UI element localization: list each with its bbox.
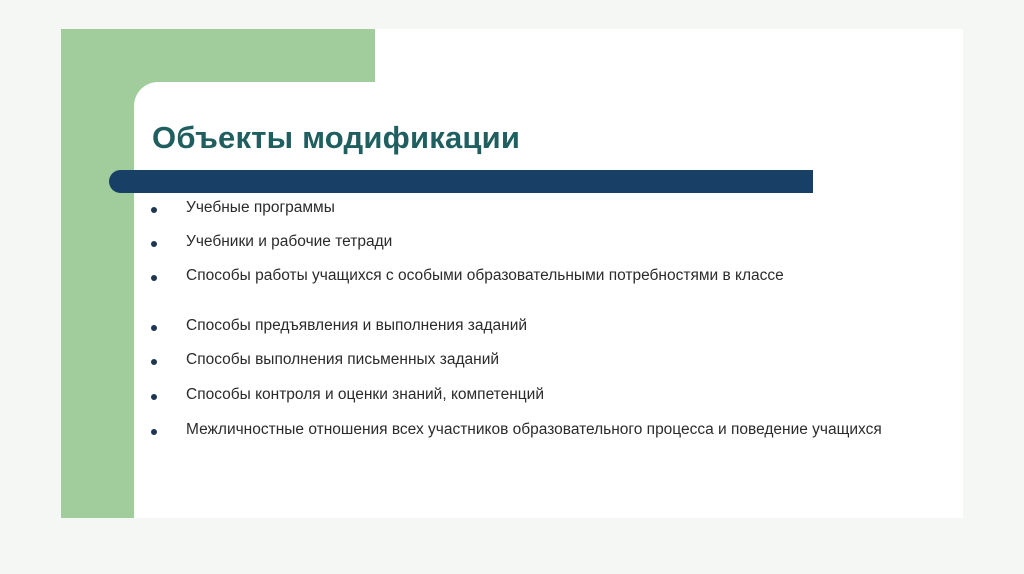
bullet-dot-icon — [151, 275, 157, 281]
bullet-text: Учебные программы — [186, 199, 335, 216]
bullet-text: Способы выполнения письменных заданий — [186, 351, 500, 368]
bullet-dot-icon — [151, 207, 157, 213]
bullet-text: Учебники и рабочие тетради — [186, 233, 393, 250]
bullet-dot-icon — [151, 394, 157, 400]
bullet-text: Способы предъявления и выполнения заданий — [186, 317, 528, 334]
bullet-dot-icon — [151, 241, 157, 247]
bullet-text: Способы работы учащихся с особыми образовательными потребностями в классе — [186, 267, 784, 284]
bullet-dot-icon — [151, 429, 157, 435]
slide-title: Объекты модификации — [152, 120, 521, 155]
bullet-dot-icon — [151, 359, 157, 365]
bullet-text: Способы контроля и оценки знаний, компетенций — [186, 386, 544, 403]
bullet-text: Межличностные отношения всех участников образовательного процесса и поведение учащихся — [186, 421, 882, 438]
bullet-dot-icon — [151, 325, 157, 331]
slide — [61, 29, 963, 518]
bullet-list — [61, 29, 963, 518]
